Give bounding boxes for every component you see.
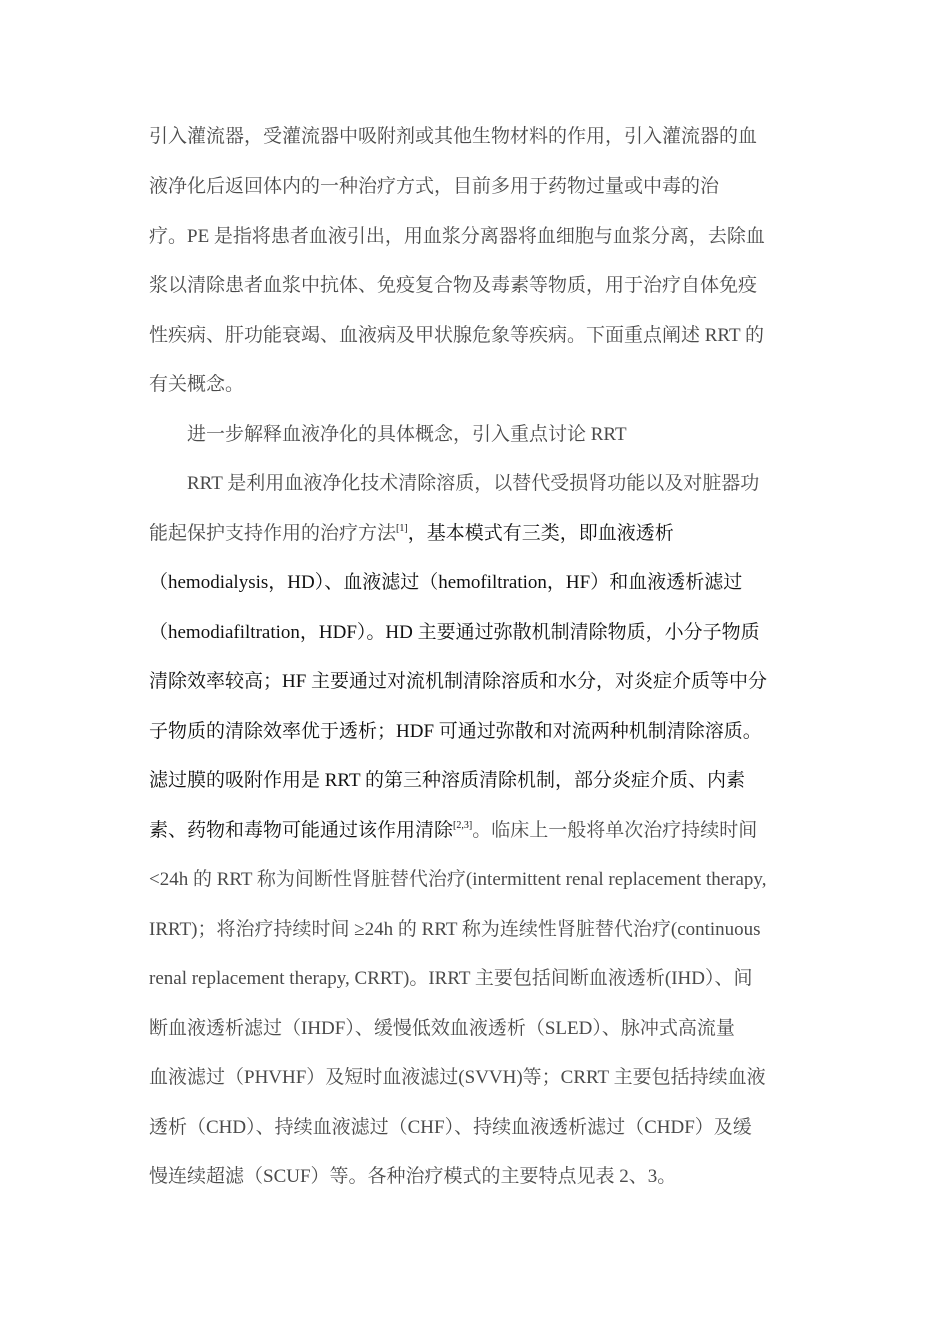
text-line [149, 521, 674, 547]
text-line [149, 224, 765, 250]
text-span: 进一步解释血液净化的具体概念，引入重点讨论 RRT [187, 424, 627, 445]
text-span: 滤过膜的吸附作用是 RRT 的第三种溶质清除机制，部分炎症介质、内素 [149, 770, 745, 791]
text-span: 子物质的清除效率优于透析；HDF 可通过弥散和对流两种机制清除溶质。 [149, 721, 762, 742]
citation-ref: [2,3] [453, 820, 473, 831]
text-span: <24h 的 RRT 称为间断性肾脏替代治疗(intermittent renal replacement therapy, [149, 869, 767, 890]
text-span: 清除效率较高；HF 主要通过对流机制清除溶质和水分，对炎症介质等中分 [149, 671, 768, 692]
text-line [149, 124, 757, 150]
text-line [149, 768, 745, 794]
text-line [149, 174, 719, 200]
text-span: 透析（CHD）、持续血液滤过（CHF）、持续血液透析滤过（CHDF）及缓 [149, 1117, 752, 1138]
text-line [149, 719, 762, 745]
text-line [149, 1065, 766, 1091]
text-line [149, 1115, 752, 1141]
text-line [149, 570, 742, 596]
text-line [149, 1164, 676, 1190]
text-line [149, 372, 244, 398]
text-span: ，基本模式有三类，即血液透析 [407, 523, 674, 544]
text-line [149, 917, 761, 943]
text-line [149, 620, 760, 646]
text-span: renal replacement therapy, CRRT)。IRRT 主要包括间断血液透析(IHD）、间 [149, 968, 753, 989]
text-span: 慢连续超滤（SCUF）等。各种治疗模式的主要特点见表 2、3。 [149, 1166, 677, 1187]
text-span: （hemodiafiltration，HDF）。HD 主要通过弥散机制清除物质，小分子物质 [149, 622, 760, 643]
text-span: RRT 是利用血液净化技术清除溶质，以替代受损肾功能以及对脏器功 [187, 473, 760, 494]
text-span: 血液滤过（PHVHF）及短时血液滤过(SVVH)等；CRRT 主要包括持续血液 [149, 1067, 766, 1088]
text-span: 液净化后返回体内的一种治疗方式，目前多用于药物过量或中毒的治 [149, 176, 720, 197]
text-span: 有关概念。 [149, 374, 245, 395]
section-note [187, 422, 627, 448]
text-span: 断血液透析滤过（IHDF）、缓慢低效血液透析（SLED）、脉冲式高流量 [149, 1018, 735, 1039]
text-span: 疗。PE 是指将患者血液引出，用血浆分离器将血细胞与血浆分离，去除血 [149, 226, 765, 247]
text-line [149, 323, 764, 349]
text-line [187, 471, 759, 497]
citation-ref: [1] [396, 523, 408, 534]
text-line [149, 818, 757, 844]
text-span: 性疾病、肝功能衰竭、血液病及甲状腺危象等疾病。下面重点阐述 RRT 的 [149, 325, 764, 346]
text-span: 浆以清除患者血浆中抗体、免疫复合物及毒素等物质，用于治疗自体免疫 [149, 275, 758, 296]
text-line [149, 966, 753, 992]
text-span: 素、药物和毒物可能通过该作用清除 [149, 820, 454, 841]
text-line [149, 669, 767, 695]
text-span: 引入灌流器，受灌流器中吸附剂或其他生物材料的作用，引入灌流器的血 [149, 126, 758, 147]
text-span: （hemodialysis，HD）、血液滤过（hemofiltration，HF）和血液透析滤过 [149, 572, 743, 593]
text-span: 能起保护支持作用的治疗方法 [149, 523, 397, 544]
text-line [149, 1016, 735, 1042]
text-span: 。临床上一般将单次治疗持续时间 [472, 820, 758, 841]
text-span: IRRT)；将治疗持续时间 ≥24h 的 RRT 称为连续性肾脏替代治疗(continuous [149, 919, 761, 940]
text-line [149, 867, 766, 893]
text-line [149, 273, 757, 299]
